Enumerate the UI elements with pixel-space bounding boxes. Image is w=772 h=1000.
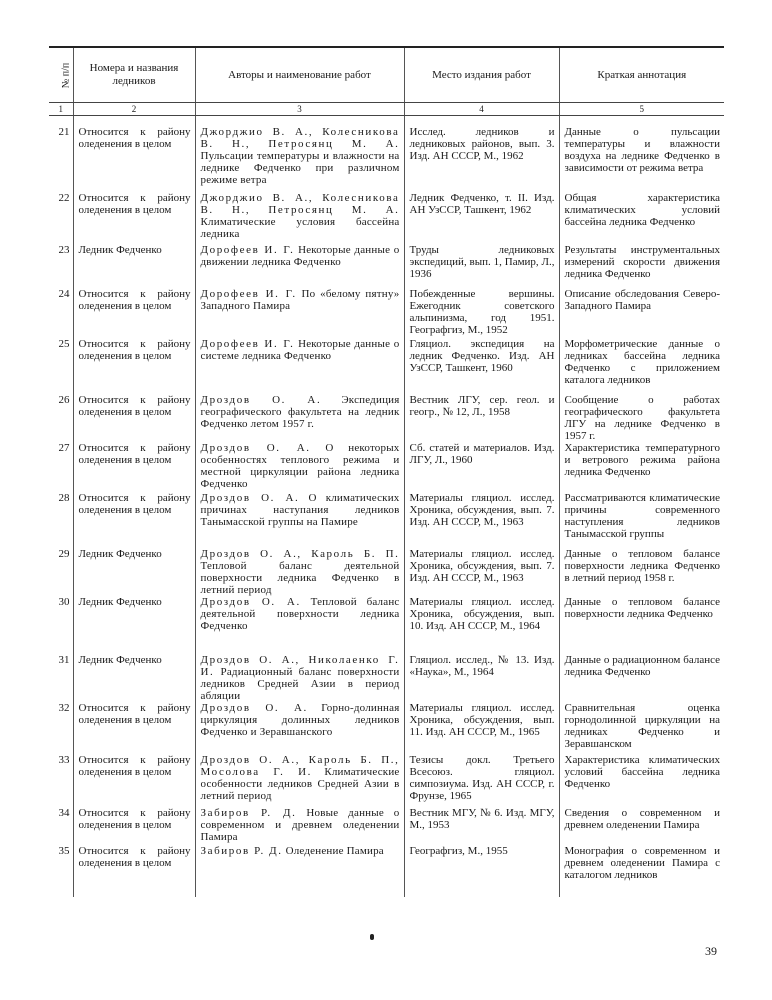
row-number: 29 <box>58 548 70 560</box>
header-number: № п/п <box>49 47 73 103</box>
table-row <box>49 394 724 442</box>
publication-place: Географгиз, М., 1955 <box>404 845 559 897</box>
row-number: 32 <box>58 702 70 714</box>
table-row <box>49 654 724 702</box>
annotation: Рассматриваются климатические причины современного наступления ледников Танымасской группы <box>559 492 724 548</box>
work-title: Оледенение Памира <box>285 845 384 857</box>
bibliography-table <box>49 46 724 897</box>
work-title: Пульсации температуры и влажности на леднике Федченко при различном режиме ветра <box>200 150 400 186</box>
glacier-name: Ледник Федченко <box>73 654 195 702</box>
publication-place: Исслед. ледников и ледниковых районов, вып. 3. Изд. АН СССР, М., 1962 <box>404 126 559 192</box>
annotation: Данные о тепловом балансе поверхности ледника Федченко <box>559 596 724 654</box>
author-and-title <box>195 845 404 897</box>
annotation: Результаты инструментальных измерений скорости движения ледника Федченко <box>559 244 724 288</box>
row-number: 35 <box>58 845 70 857</box>
page-number: 39 <box>705 944 717 958</box>
table-row <box>49 244 724 288</box>
table-row <box>49 192 724 244</box>
author-names: Дроздов О. А. <box>200 492 300 504</box>
work-title: Радиационный баланс поверхности ледников Средней Азии в период абляции <box>200 666 400 702</box>
column-index: 5 <box>559 103 724 116</box>
author-names: Дроздов О. А. <box>200 442 311 454</box>
author-names: Дорофеев И. Г. <box>200 288 297 300</box>
author-and-title <box>195 492 404 548</box>
column-index: 4 <box>404 103 559 116</box>
table-header-row <box>49 47 724 103</box>
glacier-name: Относится к району оледенения в целом <box>73 754 195 807</box>
work-title: Экспедиция географического факультета на ледник Федченко летом 1957 г. <box>200 394 400 430</box>
author-and-title <box>195 807 404 845</box>
table-row <box>49 288 724 338</box>
glacier-name: Относится к району оледенения в целом <box>73 845 195 897</box>
column-index-row <box>49 103 724 116</box>
author-names: Джорджио В. А., Колесникова В. Н., Петросянц М. А. <box>200 126 400 150</box>
row-number: 25 <box>58 338 70 350</box>
author-names: Дроздов О. А., Кароль Б. П. <box>200 548 400 560</box>
annotation: Сравнительная оценка горнодолинной циркуляции на ледниках Федченко и Зеравшанском <box>559 702 724 754</box>
glacier-name: Ледник Федченко <box>73 548 195 596</box>
publication-place: Вестник ЛГУ, сер. геол. и геогр., № 12, Л., 1958 <box>404 394 559 442</box>
author-names: Дроздов О. А. <box>200 702 308 714</box>
work-title: Тепловой баланс деятельной поверхности ледника Федченко в летний период <box>200 560 400 596</box>
table-row <box>49 492 724 548</box>
author-and-title <box>195 754 404 807</box>
row-number: 21 <box>58 126 70 138</box>
ink-mark <box>370 934 374 940</box>
table-row <box>49 807 724 845</box>
work-title: Новые данные о современном и древнем оледенении Памира <box>200 807 400 843</box>
author-names: Дроздов О. А., Николаенко Г. И. <box>200 654 400 678</box>
column-index: 2 <box>73 103 195 116</box>
annotation: Сведения о современном и древнем оледенении Памира <box>559 807 724 845</box>
annotation: Данные о пульсации температуры и влажности воздуха на леднике Федченко в зависимости от режима ветра <box>559 126 724 192</box>
row-number: 24 <box>58 288 70 300</box>
annotation: Данные о радиационном балансе ледника Федченко <box>559 654 724 702</box>
glacier-name: Относится к району оледенения в целом <box>73 126 195 192</box>
column-index: 3 <box>195 103 404 116</box>
glacier-name: Относится к району оледенения в целом <box>73 702 195 754</box>
author-names: Дорофеев И. Г. <box>200 338 295 350</box>
annotation: Описание обследования Северо-Западного Памира <box>559 288 724 338</box>
table-row <box>49 754 724 807</box>
author-and-title <box>195 338 404 394</box>
publication-place: Вестник МГУ, № 6. Изд. МГУ, М., 1953 <box>404 807 559 845</box>
work-title: Некоторые данные о движении ледника Федченко <box>200 244 400 268</box>
author-and-title <box>195 126 404 192</box>
table-row <box>49 845 724 897</box>
author-names: Забиров Р. Д. <box>200 845 283 857</box>
publication-place: Материалы гляциол. исслед. Хроника, обсуждения, вып. 11. Изд. АН СССР, М., 1965 <box>404 702 559 754</box>
header-annotation: Краткая аннотация <box>559 47 724 103</box>
author-and-title <box>195 442 404 492</box>
row-number: 23 <box>58 244 70 256</box>
publication-place: Материалы гляциол. исслед. Хроника, обсуждения, вып. 10. Изд. АН СССР, М., 1964 <box>404 596 559 654</box>
glacier-name: Ледник Федченко <box>73 244 195 288</box>
glacier-name: Ледник Федченко <box>73 596 195 654</box>
publication-place: Побежденные вершины. Ежегодник советского альпинизма, год 1951. Географгиз, М., 1952 <box>404 288 559 338</box>
table-row <box>49 338 724 394</box>
author-names: Дроздов О. А. <box>200 394 322 406</box>
author-and-title <box>195 654 404 702</box>
work-title: Некоторые данные о системе ледника Федченко <box>200 338 400 362</box>
glacier-name: Относится к району оледенения в целом <box>73 442 195 492</box>
glacier-name: Относится к району оледенения в целом <box>73 807 195 845</box>
column-index: 1 <box>49 103 73 116</box>
publication-place: Труды ледниковых экспедиций, вып. 1, Памир, Л., 1936 <box>404 244 559 288</box>
table-body <box>49 126 724 897</box>
glacier-name: Относится к району оледенения в целом <box>73 338 195 394</box>
row-number: 34 <box>58 807 70 819</box>
row-number: 26 <box>58 394 70 406</box>
annotation: Общая характеристика климатических условий бассейна ледника Федченко <box>559 192 724 244</box>
author-and-title <box>195 288 404 338</box>
work-title: О климатических причинах наступания ледников Танымасской группы на Памире <box>200 492 400 528</box>
work-title: Тепловой баланс деятельной поверхности ледника Федченко <box>200 596 400 632</box>
annotation: Сообщение о работах географического факультета ЛГУ на леднике Федченко в 1957 г. <box>559 394 724 442</box>
author-and-title <box>195 394 404 442</box>
row-number: 33 <box>58 754 70 766</box>
annotation: Монография о современном и древнем оледенении Памира с каталогом ледников <box>559 845 724 897</box>
author-names: Дроздов О. А. <box>200 596 301 608</box>
glacier-name: Относится к району оледенения в целом <box>73 192 195 244</box>
header-place: Место издания работ <box>404 47 559 103</box>
publication-place: Гляциол. экспедиция на ледник Федченко. Изд. АН УзССР, Ташкент, 1960 <box>404 338 559 394</box>
author-and-title <box>195 702 404 754</box>
work-title: Горно-долинная циркуляция долинных ледников Федченко и Зеравшанского <box>200 702 400 738</box>
annotation: Характеристика температурного и ветрового режима района ледника Федченко <box>559 442 724 492</box>
row-number: 22 <box>58 192 70 204</box>
glacier-name: Относится к району оледенения в целом <box>73 492 195 548</box>
author-names: Забиров Р. Д. <box>200 807 297 819</box>
table-row <box>49 442 724 492</box>
row-number: 30 <box>58 596 70 608</box>
annotation: Характеристика климатических условий бассейна ледника Федченко <box>559 754 724 807</box>
publication-place: Тезисы докл. Третьего Всесоюз. гляциол. симпозиума. Изд. АН СССР, г. Фрунзе, 1965 <box>404 754 559 807</box>
publication-place: Материалы гляциол. исслед. Хроника, обсуждения, вып. 7. Изд. АН СССР, М., 1963 <box>404 548 559 596</box>
row-number: 27 <box>58 442 70 454</box>
author-and-title <box>195 244 404 288</box>
work-title: Климатические особенности ледников Средней Азии в летний период <box>200 766 400 802</box>
table-row <box>49 702 724 754</box>
glacier-name: Относится к району оледенения в целом <box>73 288 195 338</box>
work-title: О некоторых особенностях теплового режима и местной циркуляции района ледника Федченко <box>200 442 400 490</box>
row-number: 31 <box>58 654 70 666</box>
table-row <box>49 596 724 654</box>
author-names: Джорджио В. А., Колесникова В. Н., Петросянц М. А. <box>200 192 400 216</box>
publication-place: Материалы гляциол. исслед. Хроника, обсуждения, вып. 7. Изд. АН СССР, М., 1963 <box>404 492 559 548</box>
publication-place: Сб. статей и материалов. Изд. ЛГУ, Л., 1960 <box>404 442 559 492</box>
author-and-title <box>195 596 404 654</box>
header-glaciers: Номера и названия ледников <box>73 47 195 103</box>
annotation: Морфометрические данные о ледниках бассейна ледника Федченко с приложением каталога ледников <box>559 338 724 394</box>
row-number: 28 <box>58 492 70 504</box>
publication-place: Ледник Федченко, т. II. Изд. АН УзССР, Ташкент, 1962 <box>404 192 559 244</box>
work-title: По «белому пятну» Западного Памира <box>200 288 400 312</box>
author-and-title <box>195 548 404 596</box>
author-and-title <box>195 192 404 244</box>
author-names: Дорофеев И. Г. <box>200 244 295 256</box>
author-names: Дроздов О. А., Кароль Б. П., Мосолова Г. И. <box>200 754 400 778</box>
header-authors: Авторы и наименование работ <box>195 47 404 103</box>
table-row <box>49 126 724 192</box>
table-row <box>49 548 724 596</box>
publication-place: Гляциол. исслед., № 13. Изд. «Наука», М., 1964 <box>404 654 559 702</box>
annotation: Данные о тепловом балансе поверхности ледника Федченко в летний период 1958 г. <box>559 548 724 596</box>
work-title: Климатические условия бассейна ледника <box>200 216 400 240</box>
glacier-name: Относится к району оледенения в целом <box>73 394 195 442</box>
spacer-row <box>49 116 724 127</box>
